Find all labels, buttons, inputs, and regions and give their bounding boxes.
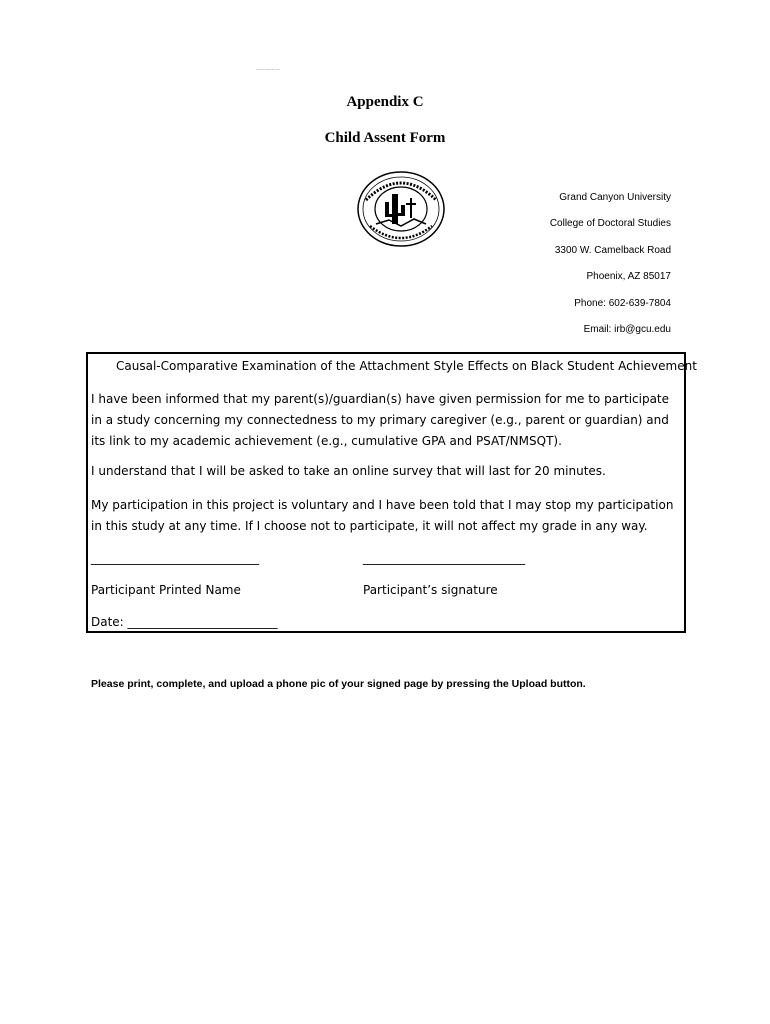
appendix-heading: Appendix C: [346, 94, 424, 110]
signature-line[interactable]: ___________________________: [363, 551, 525, 565]
address-email: Email: irb@gcu.edu: [583, 324, 671, 335]
signature-label: Participant’s signature: [363, 583, 498, 597]
seal-text: GRAND CANYON UNIVERSITY PHOENIX, ARIZONA: [256, 70, 281, 71]
paragraph-voluntary: My participation in this project is voluntary and I have been told that I may stop my participation in this study at any time. If I choose not to participate, it will not affect my grade in any way.: [91, 498, 674, 533]
paragraph-permission: I have been informed that my parent(s)/guardian(s) have given permission for me to participate in a study concerning my connectedness to my primary caregiver (e.g., parent or guardian) and its link to my academic achievement (e.g., cumulative GPA and PSAT/NMSQT).: [91, 392, 670, 448]
study-title: Causal-Comparative Examination of the Attachment Style Effects on Black Student Achievement: [116, 359, 697, 373]
printed-name-label: Participant Printed Name: [91, 583, 241, 597]
address-phone: Phone: 602-639-7804: [574, 298, 671, 309]
address-college: College of Doctoral Studies: [549, 218, 671, 229]
address-city: Phoenix, AZ 85017: [586, 271, 671, 282]
assent-form-box: [86, 352, 697, 633]
address-street: 3300 W. Camelback Road: [554, 245, 671, 256]
address-university: Grand Canyon University: [559, 192, 671, 203]
printed-name-line[interactable]: ____________________________: [91, 551, 259, 565]
paragraph-survey: I understand that I will be asked to take an online survey that will last for 20 minutes.: [91, 464, 606, 478]
upload-instructions: Please print, complete, and upload a phone pic of your signed page by pressing the Upload button.: [91, 678, 586, 690]
date-field[interactable]: Date: _________________________: [91, 615, 278, 629]
form-title: Child Assent Form: [324, 130, 446, 146]
